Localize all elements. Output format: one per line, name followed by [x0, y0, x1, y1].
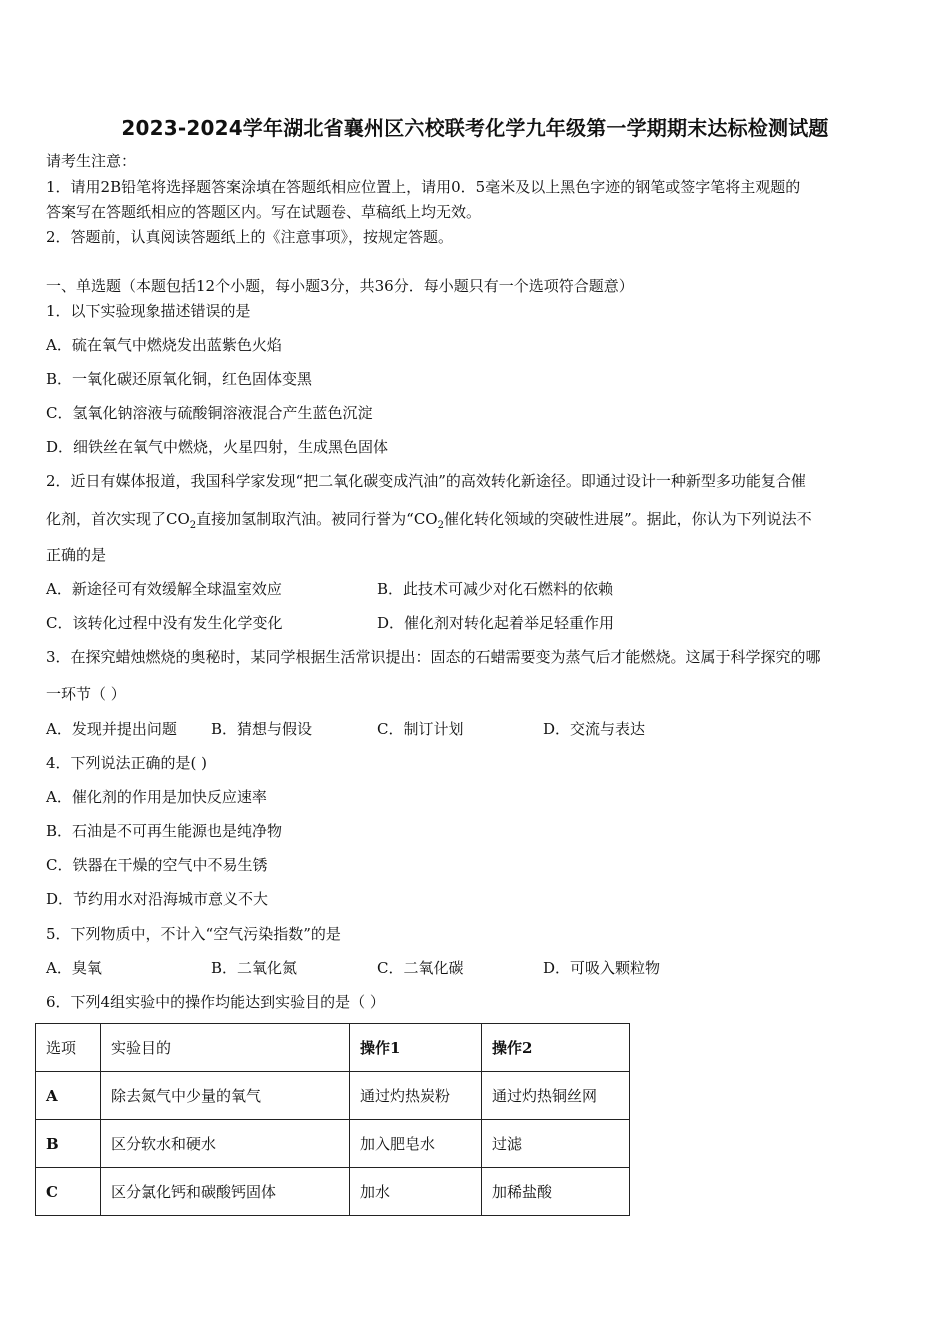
q1-option-b: B．一氧化碳还原氧化铜，红色固体变黑: [46, 370, 313, 388]
table-cell: A: [36, 1072, 101, 1120]
table-header-cell: 操作2: [482, 1024, 630, 1072]
q3-option-a: A．发现并提出问题: [46, 720, 177, 738]
table-header-cell: 实验目的: [101, 1024, 350, 1072]
q4-option-a: A．催化剂的作用是加快反应速率: [46, 788, 267, 806]
table-cell: B: [36, 1120, 101, 1168]
q4-option-c: C．铁器在干燥的空气中不易生锈: [46, 856, 268, 874]
q1-option-c: C．氢氧化钠溶液与硫酸铜溶液混合产生蓝色沉淀: [46, 404, 373, 422]
q6-stem: 6．下列4组实验中的操作均能达到实验目的是（ ）: [46, 993, 385, 1011]
table-cell: 加稀盐酸: [482, 1168, 630, 1216]
q1-option-a: A．硫在氧气中燃烧发出蓝紫色火焰: [46, 336, 282, 354]
q4-option-d: D．节约用水对沿海城市意义不大: [46, 890, 269, 908]
table-cell: 加水: [350, 1168, 482, 1216]
table-row: [36, 1120, 630, 1168]
q3-option-b: B．猜想与假设: [211, 720, 313, 738]
q2-stem-line-2: 化剂，首次实现了$CO_2$直接加氢制取汽油。被同行誉为“$CO_2$催化转化领域的突破性进展”。据此，你认为下列说法不: [46, 510, 812, 531]
section-heading: 一、单选题（本题包括12个小题，每小题3分，共36分．每小题只有一个选项符合题意）: [46, 277, 634, 295]
q5-option-d: D．可吸入颗粒物: [543, 959, 661, 977]
q4-option-b: B．石油是不可再生能源也是纯净物: [46, 822, 283, 840]
table-cell: 通过灼热铜丝网: [482, 1072, 630, 1120]
q2-option-d: D．催化剂对转化起着举足轻重作用: [377, 614, 615, 632]
q1-option-d: D．细铁丝在氧气中燃烧，火星四射，生成黑色固体: [46, 438, 389, 456]
table-row: [36, 1168, 630, 1216]
q5-option-b: B．二氧化氮: [211, 959, 298, 977]
q5-option-a: A．臭氧: [46, 959, 102, 977]
table-cell: C: [36, 1168, 101, 1216]
q4-stem: 4．下列说法正确的是( ): [46, 754, 208, 772]
exam-title: 2023-2024学年湖北省襄州区六校联考化学九年级第一学期期末达标检测试题: [121, 116, 829, 140]
table-cell: 区分氯化钙和碳酸钙固体: [101, 1168, 350, 1216]
notice-item-1-line-2: 答案写在答题纸相应的答题区内。写在试题卷、草稿纸上均无效。: [46, 203, 482, 221]
notice-item-2: 2．答题前，认真阅读答题纸上的《注意事项》，按规定答题。: [46, 228, 454, 246]
q2-stem-line-3: 正确的是: [46, 546, 107, 564]
q1-stem: 1．以下实验现象描述错误的是: [46, 302, 251, 320]
table-cell: 加入肥皂水: [350, 1120, 482, 1168]
q5-option-c: C．二氧化碳: [377, 959, 464, 977]
notice-item-1-line-1: 1．请用2B铅笔将选择题答案涂填在答题纸相应位置上，请用0．5毫米及以上黑色字迹的钢笔或签字笔将主观题的: [46, 178, 801, 196]
q2-stem-line-1: 2．近日有媒体报道，我国科学家发现“把二氧化碳变成汽油”的高效转化新途径。即通过设计一种新型多功能复合催: [46, 472, 806, 490]
q3-option-d: D．交流与表达: [543, 720, 646, 738]
q6-table: [35, 1023, 630, 1216]
q3-stem-line-1: 3．在探究蜡烛燃烧的奥秘时，某同学根据生活常识提出：固态的石蜡需要变为蒸气后才能燃烧。这属于科学探究的哪: [46, 648, 821, 666]
q3-option-c: C．制订计划: [377, 720, 464, 738]
table-cell: 过滤: [482, 1120, 630, 1168]
q2-option-c: C．该转化过程中没有发生化学变化: [46, 614, 283, 632]
q2-option-a: A．新途径可有效缓解全球温室效应: [46, 580, 282, 598]
notice-heading: 请考生注意：: [46, 152, 137, 170]
table-cell: 通过灼热炭粉: [350, 1072, 482, 1120]
table-row: [36, 1072, 630, 1120]
table-header-row: [36, 1024, 630, 1072]
table-cell: 区分软水和硬水: [101, 1120, 350, 1168]
table-header-cell: 操作1: [350, 1024, 482, 1072]
q5-stem: 5．下列物质中，不计入“空气污染指数”的是: [46, 925, 341, 943]
q2-option-b: B．此技术可减少对化石燃料的依赖: [377, 580, 614, 598]
table-cell: 除去氮气中少量的氧气: [101, 1072, 350, 1120]
table-header-cell: 选项: [36, 1024, 101, 1072]
q3-stem-line-2: 一环节（ ）: [46, 685, 126, 703]
